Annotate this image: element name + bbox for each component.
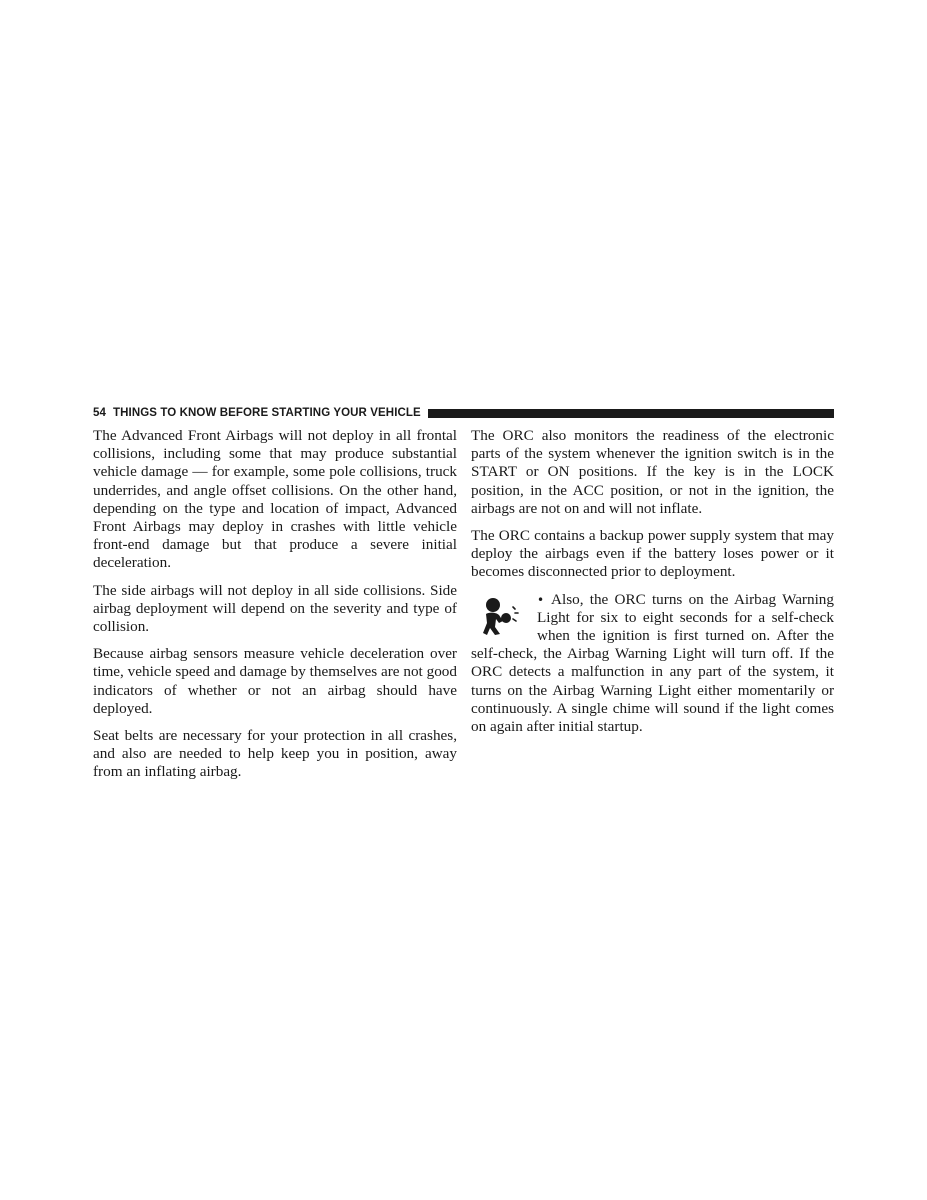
header-rule [428, 409, 834, 418]
page-number: 54 [93, 407, 106, 419]
paragraph-advanced-front-airbags: The Advanced Front Airbags will not deploy in all frontal collisions, including some that may produce substantial vehicle damage — for example, some pole collisions, truck underrides, and angle offset collisions. On the other hand, depending on the type and location of impact, Advanced Front Airbags may deploy in crashes with little vehicle front-end damage but that produce a severe initial deceleration. [93, 427, 457, 572]
right-column [471, 427, 834, 745]
left-column [93, 427, 457, 791]
airbag-warning-icon [483, 597, 519, 635]
paragraph-orc-monitors: The ORC also monitors the readiness of the electronic parts of the system whenever the ignition switch is in the START or ON positions. If the key is in the LOCK position, in the ACC position, or not in the ignition, the airbags are not on and will not inflate. [471, 427, 834, 517]
section-title: THINGS TO KNOW BEFORE STARTING YOUR VEHICLE [113, 407, 421, 419]
page-header [93, 405, 834, 421]
bullet-marker: • [537, 592, 545, 607]
paragraph-side-airbags: The side airbags will not deploy in all side collisions. Side airbag deployment will depend on the severity and type of collision. [93, 581, 457, 636]
paragraph-backup-power: The ORC contains a backup power supply system that may deploy the airbags even if the battery loses power or it becomes disconnected prior to deployment. [471, 527, 834, 581]
paragraph-airbag-sensors: Because airbag sensors measure vehicle deceleration over time, vehicle speed and damage by themselves are not good indicators of whether or not an airbag should have deployed. [93, 645, 457, 717]
bullet-text: Also, the ORC turns on the Airbag Warning Light for six to eight seconds for a self-check when the ignition is first turned on. After the self-check, the Airbag Warning Light will turn off. If the ORC detects a malfunction in any part of the system, it turns on the Airbag Warning Light either momentarily or continuously. A single chime will sound if the light comes on again after initial startup. [471, 590, 834, 736]
paragraph-seat-belts: Seat belts are necessary for your protection in all crashes, and also are needed to help keep you in position, away from an inflating airbag. [93, 727, 457, 781]
bullet-airbag-warning-light [471, 591, 834, 737]
